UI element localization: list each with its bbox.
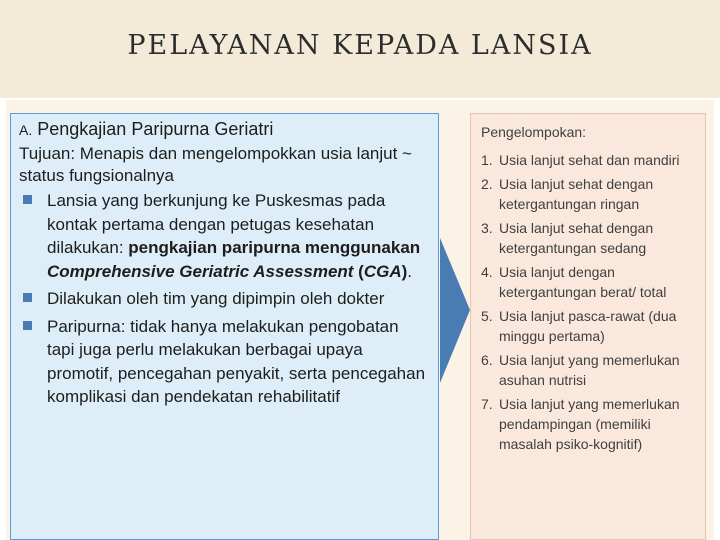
list-item	[481, 306, 697, 346]
list-item	[481, 218, 697, 258]
list-item-text: Usia lanjut sehat dengan ketergantungan ringan	[499, 176, 654, 212]
list-number: 5.	[481, 308, 493, 324]
list-item-text: Usia lanjut yang memerlukan pendampingan (memiliki masalah psiko-kognitif)	[499, 396, 680, 452]
square-bullet-icon	[23, 321, 32, 330]
list-item	[19, 315, 430, 409]
right-arrow-icon	[440, 238, 470, 383]
list-number: 1.	[481, 152, 493, 168]
list-number: 7.	[481, 396, 493, 412]
list-item	[481, 350, 697, 390]
list-number: 4.	[481, 264, 493, 280]
bullet-bold-italic-text: Comprehensive Geriatric Assessment	[47, 261, 354, 281]
list-item	[19, 287, 430, 311]
section-letter: A.	[19, 122, 33, 138]
bullet-bold-italic-text: CGA	[363, 261, 402, 281]
square-bullet-icon	[23, 293, 32, 302]
bullet-text: Dilakukan oleh tim yang dipimpin oleh dokter	[47, 289, 385, 308]
square-bullet-icon	[23, 195, 32, 204]
slide-title: PELAYANAN KEPADA LANSIA	[127, 30, 593, 61]
bullet-text: Lansia yang berkunjung ke Puskesmas pada kontak pertama dengan petugas kesehatan dilakukan:	[47, 191, 386, 257]
left-panel	[10, 113, 439, 540]
list-item-text: Usia lanjut sehat dengan ketergantungan sedang	[499, 220, 654, 256]
title-band	[0, 0, 720, 98]
grouping-title: Pengelompokan:	[481, 124, 587, 140]
list-item-text: Usia lanjut yang memerlukan asuhan nutrisi	[499, 352, 680, 388]
list-item-text: Usia lanjut dengan ketergantungan berat/ total	[499, 264, 667, 300]
list-item	[481, 394, 697, 454]
list-item	[481, 150, 697, 170]
bullet-bold-text: (	[353, 261, 364, 281]
bullet-text: .	[407, 261, 413, 281]
list-number: 6.	[481, 352, 493, 368]
list-number: 2.	[481, 176, 493, 192]
section-heading	[19, 118, 430, 141]
right-panel	[470, 113, 706, 540]
list-item	[481, 174, 697, 214]
list-item-text: Usia lanjut sehat dan mandiri	[499, 152, 680, 168]
list-item	[19, 189, 430, 283]
list-item	[481, 262, 697, 302]
section-heading-text: Pengkajian Paripurna Geriatri	[37, 119, 274, 139]
list-number: 3.	[481, 220, 493, 236]
bullet-bold-text: pengkajian paripurna menggunakan	[128, 238, 421, 257]
grouping-list	[481, 150, 697, 454]
bullet-bold-text: )	[401, 261, 408, 281]
list-item-text: Usia lanjut pasca-rawat (dua minggu pertama)	[499, 308, 677, 344]
bullet-list	[19, 189, 430, 409]
bullet-text: Paripurna: tidak hanya melakukan pengobatan tapi juga perlu melakukan berbagai upaya promotif, pencegahan penyakit, serta pencegahan komplikasi dan pendekatan rehabilitatif	[47, 316, 426, 406]
purpose-text: Tujuan: Menapis dan mengelompokkan usia lanjut ~ status fungsionalnya	[19, 144, 412, 185]
